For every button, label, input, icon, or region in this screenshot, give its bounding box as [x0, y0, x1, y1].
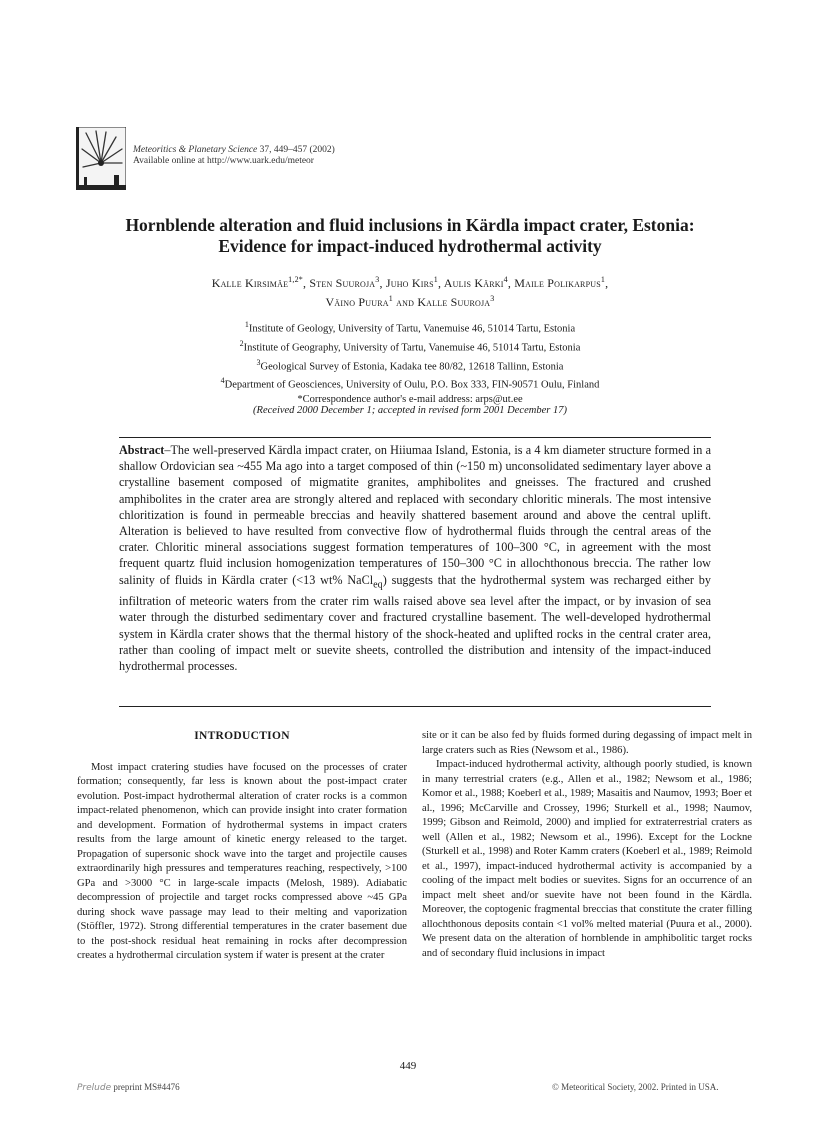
author-affil: 1,2*: [288, 275, 303, 284]
author: Väino Puura: [325, 295, 389, 309]
intro-paragraph: Most impact cratering studies have focused on the processes of crater formation; consequently, far less is known about the post-impact crater evolution. Post-impact hydrothermal alteration of crater rocks is a common impact-related phenomenon, which can provide insight into crater formation and development. Formation of hydrothermal systems in impact craters results from the large amount of kinetic energy released to the target. Propagation of supersonic shock wave into the target and projectile causes extraordinarily high pressures and temperatures reaching, respectively, >100 GPa and >3000 °C in large-scale impacts (Melosh, 1989). Adiabatic decompression of projectile and target rocks compressed above ~45 GPa during shock wave passage may lead to their melting and vaporization (Stöffler, 1972). Strong differential temperatures in the crater basement due to the post-shock residual heat remaining in rocks after decompression creates a hydrothermal circulation system if water is present at the crater: [77, 761, 407, 961]
affiliations: [100, 318, 720, 407]
author: Kalle Suuroja: [417, 295, 491, 309]
intro-paragraph-continued: site or it can be also fed by fluids formed during degassing of impact melt in large craters such as Ries (Newsom et al., 1986).: [422, 730, 752, 756]
author-affil: 4: [503, 275, 508, 284]
affiliation: $^3$Geological Survey of Estonia, Kadaka tee 80/82, 12618 Tallinn, Estonia: [256, 357, 564, 373]
author-list: Kalle Kirsimäe$^{1,2*}$, Sten Suuroja$^3$, Juho Kirs$^1$, Aulis Kärki$^4$, Maile Polikarpus$^1$, Väino Puura$^1$ and Kalle Suuroja$^3$: [211, 275, 609, 309]
journal-volume: 37, 449–457 (2002): [257, 145, 335, 155]
prelude-mark: Prelude: [77, 1083, 112, 1093]
preprint-footer: [77, 1082, 180, 1093]
journal-logo: [76, 127, 126, 190]
title-line-2: Evidence for impact-induced hydrothermal activity: [218, 236, 602, 256]
affiliation: $^4$Department of Geosciences, University of Oulu, P.O. Box 333, FIN-90571 Oulu, Finland: [220, 376, 600, 391]
title-line-1: Hornblende alteration and fluid inclusions in Kärdla impact crater, Estonia:: [125, 215, 695, 235]
journal-name: Meteoritics & Planetary Science: [133, 145, 258, 155]
page-number: 449: [399, 1060, 417, 1072]
journal-availability: Available online at http://www.uark.edu/meteor: [133, 156, 314, 166]
author-affil: 1: [388, 294, 393, 303]
author: Kalle Kirsimäe: [211, 276, 289, 290]
author-affil: 3: [490, 294, 495, 303]
abstract-text: –The well-preserved Kärdla impact crater, on Hiiumaa Island, Estonia, is a 4 km diameter structure formed in a shallow Ordovician sea ~455 Ma ago into a target composed of thin (~150 m) unconsolidated sedimentary layer above a crystalline basement composed of migmatite granites, amphibolites and gneisses. The fractured and crushed amphibolites in the crater area are strongly altered and replaced with secondary chloritic minerals. The most intensive chloritization is found in permeable breccias and heavily shattered basement around and above the central uplift. Alteration is believed to have resulted from convective flow of hydrothermal fluids through the central areas of the crater. Chloritic mineral associations suggest formation temperatures of 100–300 °C, in agreement with the most frequent quartz fluid inclusion homogenization temperatures of 150–300 °C in allochthonous breccia. The rather low salinity of fluids in Kärdla crater (<13 wt% NaCl: [119, 443, 711, 587]
author-affil: 1: [600, 275, 606, 284]
intro-paragraph: Impact-induced hydrothermal activity, although poorly studied, is known in many terrestrial craters (e.g., Allen et al., 1982; Newsom et al., 1986; Komor et al., 1988; Koeberl et al., 1989; Masaitis and Naumov, 1993; Boer et al., 1996; McCarville and Crossey, 1996; Sturkell et al., 1998; Naumov, 1999; Gibson and Reimold, 2000) and implied for extraterrestrial craters as well (Allen et al., 1982; Newsom et al., 1996). Except for the Lockne (Sturkell et al., 1998) and Roter Kamm craters (Koeberl et al., 1989; Reimold et al., 1997), impact-induced hydrothermal activity is accompanied by a cooling of the impact melt bodies or suevites. Signs for an occurrence of an impact melt sheet and/or suevite have not been found in the Kärdla. Moreover, the coptogenic fragmental breccias that constitute the crater filling allochthonous deposits contain <1 vol% melted material (Puura et al., 2000). We present data on the alteration of hornblende in amphibolitic target rocks and of secondary fluid inclusions in impact: [422, 759, 753, 959]
journal-citation: [133, 145, 335, 167]
column-left: [77, 729, 407, 964]
received-dates: (Received 2000 December 1; accepted in revised form 2001 December 17): [253, 405, 567, 416]
abstract-rule-top: [119, 437, 711, 438]
author: Maile Polikarpus: [514, 276, 601, 290]
abstract-rule-bottom: [119, 706, 711, 707]
author: Juho Kirs: [385, 276, 434, 290]
author: Aulis Kärki: [443, 276, 504, 290]
copyright-footer: © Meteoritical Society, 2002. Printed in USA.: [552, 1082, 719, 1092]
abstract-label: Abstract: [119, 443, 165, 457]
column-right: [422, 729, 752, 961]
paper-title: [60, 215, 760, 257]
abstract-text-cont: ) suggests that the hydrothermal system was recharged either by infiltration of meteoric waters from the crater rim walls raised above sea level after the impact, or by invasion of sea water through the disturbed sedimentary cover and fractured crystalline basement. The well-developed hydrothermal system in Kärdla crater shows that the thermal history of the shock-heated and uplifted rocks in the central crater area, rather than cooling of impact melt or suevite sheets, controlled the distribution and intensity of the impact-induced hydrothermal processes.: [119, 572, 711, 674]
author-affil: 3: [375, 275, 380, 284]
preprint-id: preprint MS#4476: [111, 1082, 180, 1092]
affiliation: $^1$Institute of Geology, University of Tartu, Vanemuise 46, 51014 Tartu, Estonia: [244, 320, 576, 335]
author: Sten Suuroja: [309, 276, 376, 290]
abstract: [119, 442, 711, 674]
author-affil: 1: [433, 275, 438, 284]
section-heading-introduction: INTRODUCTION: [194, 730, 290, 742]
abstract-subscript: eq: [373, 579, 383, 591]
correspondence: *Correspondence author's e-mail address: arps@ut.ee: [297, 394, 523, 406]
authors-and: and: [392, 295, 418, 309]
affiliation: $^2$Institute of Geography, University of Tartu, Vanemuise 46, 51014 Tartu, Estonia: [239, 338, 581, 354]
